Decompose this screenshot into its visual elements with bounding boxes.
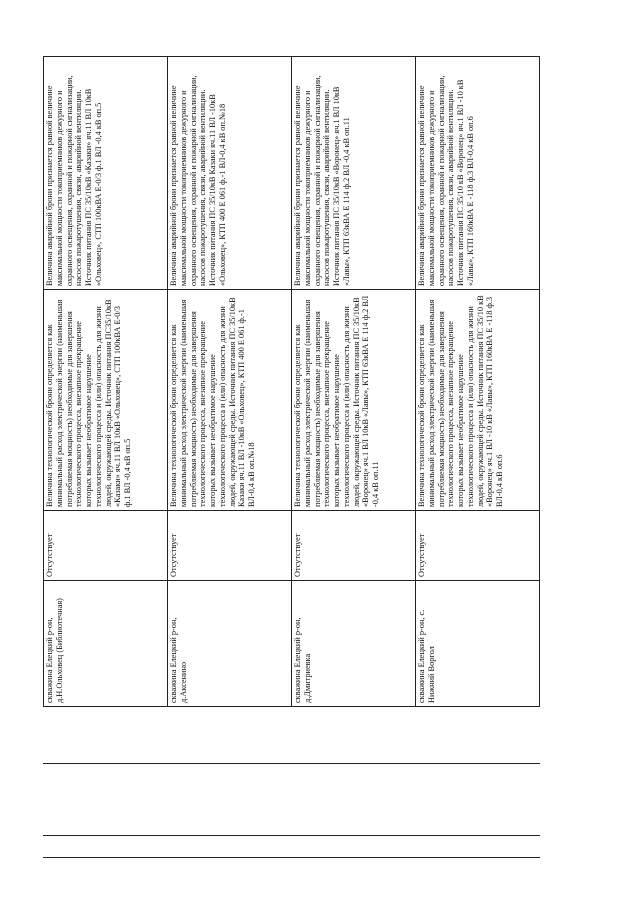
location-cell: скважина Елецкий р-он, д.Н.Ольховец (Библиотечная) bbox=[44, 581, 168, 707]
emergency-reserve-cell: Величина аварийной брони признается равной величине максимальной мощности токоприемников дежурного и охранного освещения, охранной и пожарной сигнализации, насосов пожаротушения, связи, аварийной вентиляции. Источник питания ПС 35/10кВ «Воронец» яч.1 ВЛ 10кВ «Лавы», КТП 63кВА Е 114 ф.2 ВЛ -0,4 кВ оп.11 bbox=[292, 57, 416, 290]
location-cell: скважина Елецкий р-он, с. Нижний Воргол bbox=[416, 581, 540, 707]
tech-reserve-cell: Величина технологической брони определяется как минимальный расход электрической энергии (наименьшая потребляемая мощность) необходимые для завершения технологического процесса, внезапное прекращение которых вызывает необратимое нарушение технологического процесса и (или) опасность для жизни людей, окружающей среды. Источник питания ПС35/10кВ «Казаки» яч.11 ВЛ 10кВ «Ольховец», СТП 100кВА Е-0/3 ф.1 ВЛ -0,4 кВ оп.5 bbox=[44, 290, 168, 511]
rotated-table-page bbox=[43, 57, 540, 707]
status-cell: Отсутствует bbox=[44, 511, 168, 581]
emergency-reserve-cell: Величина аварийной брони признается равной величине максимальной мощности токоприемников дежурного и охранного освещения, охранной и пожарной сигнализации, насосов пожаротушения, связи, аварийной вентиляции. Источник питания ПС 35/10 кВ «Воронец» яч.1 ВЛ -10 кВ «Лавы», КТП 160кВА Е -118 ф.3 ВЛ-0,4 кВ оп.6 bbox=[416, 57, 540, 290]
tech-reserve-cell: Величина технологической брони определяется как минимальный расход электрической энергии (наименьшая потребляемая мощность) необходимые для завершения технологического процесса, внезапное прекращение которых вызывает необратимое нарушение технологического процесса и (или) опасность для жизни людей, окружающей среды. Источник питания ПС 35/10кВ «Воронец» яч.1 ВЛ 10кВ «Лавы», КТП 63кВА Е 114 ф.2 ВЛ -0,4 кВ оп.11 bbox=[292, 290, 416, 511]
location-cell: скважина Елецкий р-он, д.Аксенино bbox=[168, 581, 292, 707]
tech-reserve-cell: Величина технологической брони определяется как минимальный расход электрической энергии (наименьшая потребляемая мощность) необходимые для завершения технологического процесса, внезапное прекращение которых вызывает необратимое нарушение технологического процесса и (или) опасность для жизни людей, окружающей среды. Источник питания ПС 35/10кВ Казаки яч.11 ВЛ -10кВ «Ольховец», КТП 400 Е 061 ф.-1 ВЛ-0,4 кВ оп.№18 bbox=[168, 290, 292, 511]
table-row bbox=[168, 57, 292, 707]
reserve-table bbox=[43, 56, 540, 707]
location-cell: скважина Елецкий р-он, д.Дмитриевка bbox=[292, 581, 416, 707]
status-cell: Отсутствует bbox=[416, 511, 540, 581]
table-row bbox=[292, 57, 416, 707]
emergency-reserve-cell: Величина аварийной брони признается равной величине максимальной мощности токоприемников дежурного и охранного освещения, охранной и пожарной сигнализации, насосов пожаротушения, связи, аварийной вентиляции. Источник питания ПС 35/10кВ «Казаки» яч.11 ВЛ 10кВ «Ольховец», СТП 100кВА Е-0/3 ф.1 ВЛ -0,4 кВ оп.5 bbox=[44, 57, 168, 290]
empty-row-line bbox=[43, 835, 540, 836]
table-row bbox=[44, 57, 168, 707]
status-cell: Отсутствует bbox=[292, 511, 416, 581]
tech-reserve-cell: Величина технологической брони определяется как минимальный расход электрической энергии (наименьшая потребляемая мощность) необходимые для завершения технологического процесса, внезапное прекращение которых вызывает необратимое нарушение технологического процесса и (или) опасность для жизни людей, окружающей среды. Источник питания ПС 35/10 кВ «Воронец» яч.1 ВЛ -10 кВ «Лавы», КТП 160кВА Е -118 ф.3 ВЛ-0,4 кВ оп.6 bbox=[416, 290, 540, 511]
empty-row-line bbox=[43, 857, 540, 858]
emergency-reserve-cell: Величина аварийной брони признается равной величине максимальной мощности токоприемников дежурного и охранного освещения, охранной и пожарной сигнализации, насосов пожаротушения, связи, аварийной вентиляции. Источник питания ПС 35/10кВ Казаки яч.11 ВЛ -10кВ «Ольховец», КТП 400 Е 061 ф.-1 ВЛ-0,4 кВ оп.№18 bbox=[168, 57, 292, 290]
empty-row-line bbox=[43, 763, 540, 764]
table-row bbox=[416, 57, 540, 707]
status-cell: Отсутствует bbox=[168, 511, 292, 581]
